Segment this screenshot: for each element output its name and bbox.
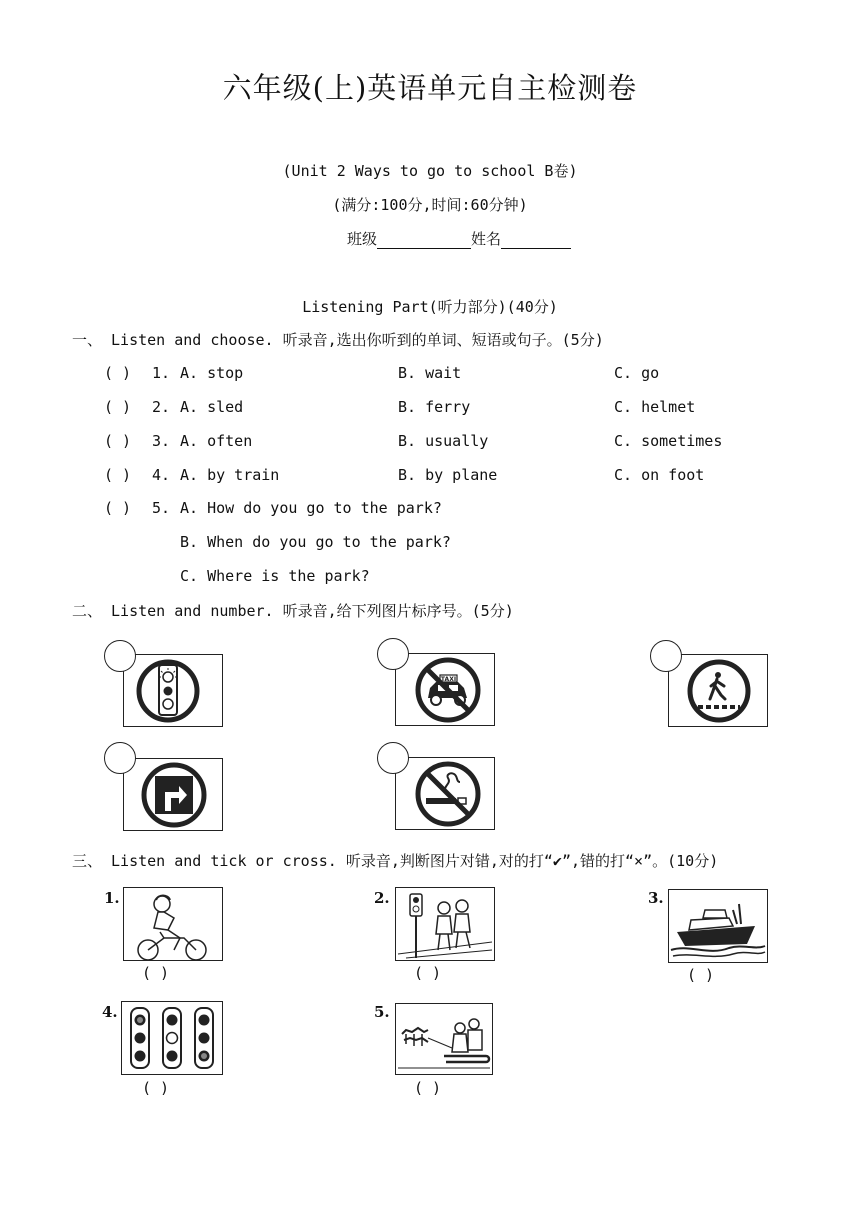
answer-paren[interactable]: ( ) [104,466,132,484]
number-circle[interactable] [650,640,682,672]
three-traffic-lights-icon [122,1002,222,1074]
number-circle[interactable] [104,742,136,774]
no-smoking-sign-icon [396,758,494,829]
question-number: 3. [152,432,171,450]
answer-paren[interactable]: ( ) [142,1079,170,1097]
answer-paren[interactable]: ( ) [104,398,132,416]
sign-card [668,654,768,727]
option-a: A. sled [180,398,244,416]
option-c: C. sometimes [614,432,723,450]
option-c: C. on foot [614,466,705,484]
sign-card [395,653,495,726]
boy-riding-bike-icon [124,888,222,960]
option-c: C. go [614,364,660,382]
option-b: B. ferry [398,398,471,416]
pedestrian-crossing-sign-icon [669,655,767,726]
option-b: B. usually [398,432,489,450]
number-circle[interactable] [377,638,409,670]
sign-card [123,758,223,831]
item-number: 1. [104,889,120,907]
taxi-label: TAXI [440,676,457,683]
question-number: 5. [152,499,171,517]
children-crossing-street-icon [396,888,494,960]
option-b: B. by plane [398,466,498,484]
no-taxi-sign-icon [396,654,494,725]
number-circle[interactable] [377,742,409,774]
class-label: 班级 [347,230,378,248]
item-number: 4. [102,1003,118,1021]
question-number: 1. [152,364,171,382]
name-field[interactable] [501,232,571,249]
question-number: 2. [152,398,171,416]
class-field[interactable] [377,232,471,249]
page-title: 六年级(上)英语单元自主检测卷 [222,71,638,105]
name-label: 姓名 [471,230,502,248]
score-time: (满分:100分,时间:60分钟) [332,196,528,214]
answer-paren[interactable]: ( ) [414,964,442,982]
item-number: 2. [374,889,390,907]
answer-paren[interactable]: ( ) [142,964,170,982]
turn-right-sign-icon [124,759,222,830]
answer-paren[interactable]: ( ) [687,966,715,984]
dog-sled-icon [396,1004,492,1074]
picture-frame [121,1001,223,1075]
option-c: C. helmet [614,398,696,416]
question-number: 4. [152,466,171,484]
option-b: B. wait [398,364,462,382]
section3-heading: 三、 Listen and tick or cross. 听录音,判断图片对错,对的打“✔”,错的打“×”。(10分) [72,852,719,870]
sign-card [123,654,223,727]
picture-frame [395,1003,493,1075]
item-number: 3. [648,889,664,907]
unit-subtitle: (Unit 2 Ways to go to school B卷) [282,162,578,180]
option-b: B. When do you go to the park? [180,533,451,551]
item-number: 5. [374,1003,390,1021]
number-circle[interactable] [104,640,136,672]
picture-frame [668,889,768,963]
option-a: A. How do you go to the park? [180,499,442,517]
option-a: A. stop [180,364,244,382]
answer-paren[interactable]: ( ) [414,1079,442,1097]
answer-paren[interactable]: ( ) [104,432,132,450]
option-c: C. Where is the park? [180,567,370,585]
sign-card [395,757,495,830]
option-a: A. by train [180,466,280,484]
listening-part-heading: Listening Part(听力部分)(40分) [302,298,558,316]
class-name-line [347,228,571,249]
picture-frame [123,887,223,961]
answer-paren[interactable]: ( ) [104,364,132,382]
section1-heading: 一、 Listen and choose. 听录音,选出你听到的单词、短语或句子。(5分) [72,331,604,349]
ship-icon [669,890,767,962]
answer-paren[interactable]: ( ) [104,499,132,517]
picture-frame [395,887,495,961]
traffic-light-sign-icon [124,655,222,726]
section2-heading: 二、 Listen and number. 听录音,给下列图片标序号。(5分) [72,602,514,620]
option-a: A. often [180,432,253,450]
